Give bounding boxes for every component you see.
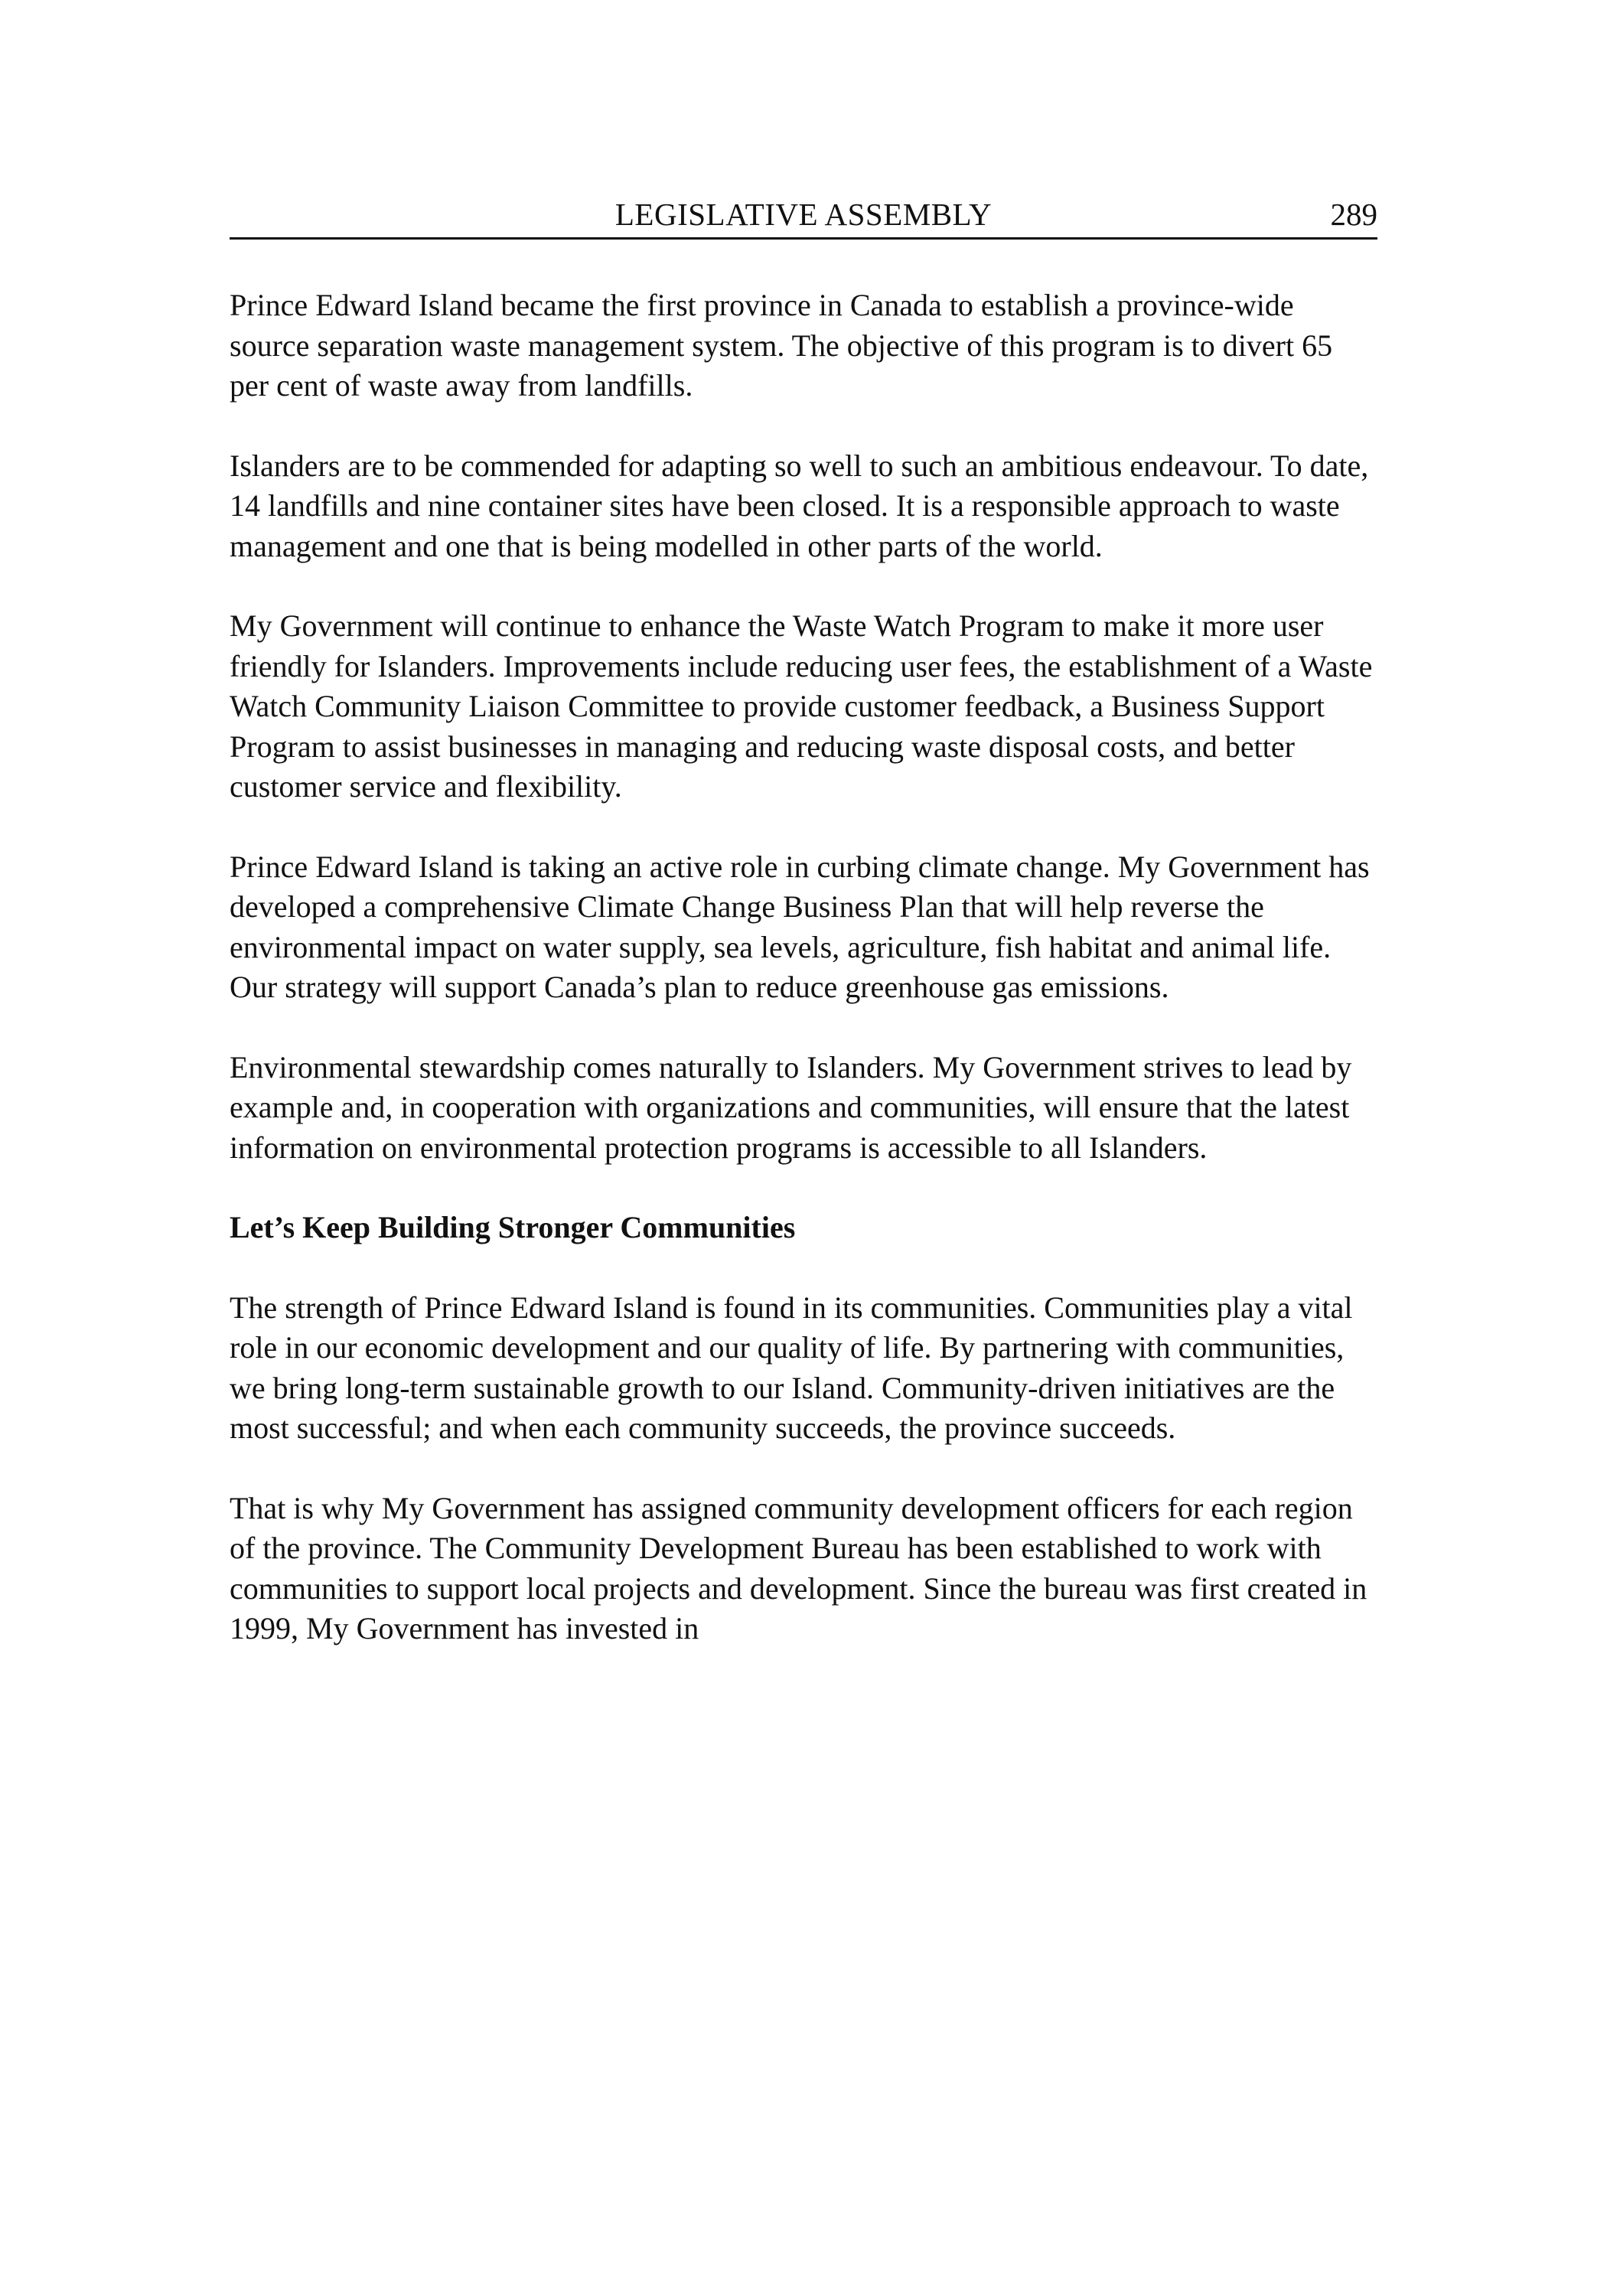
- paragraph-climate-change: Prince Edward Island is taking an active role in curbing climate change. My Government has developed a comprehensive Climate Change Business Plan that will help reverse the environmental impact on water supply, sea levels, agriculture, fish habitat and animal life. Our strategy will support Canada’s plan to reduce greenhouse gas emissions.: [230, 849, 1370, 1004]
- document-page: [230, 191, 1377, 1689]
- page-number: 289: [1330, 197, 1377, 232]
- paragraph-waste-system: Prince Edward Island became the first province in Canada to establish a province-wide source separation waste management system. The objective of this program is to divert 65 per cent of waste away from landfills.: [230, 288, 1333, 403]
- running-header: [230, 191, 1377, 240]
- paragraph-waste-watch: My Government will continue to enhance the Waste Watch Program to make it more user friendly for Islanders. Improvements include reducing user fees, the establishment of a Waste Watch Community Liaison Committee to provide customer feedback, a Business Support Program to assist businesses in managing and reducing waste disposal costs, and better customer service and flexibility.: [230, 608, 1373, 804]
- section-heading: Let’s Keep Building Stronger Communities: [230, 1210, 796, 1244]
- body-text: [230, 285, 1377, 1649]
- paragraph-environmental-stewardship: Environmental stewardship comes naturally to Islanders. My Government strives to lead by example and, in cooperation with organizations and communities, will ensure that the latest information on environmental protection programs is accessible to all Islanders.: [230, 1049, 1352, 1165]
- paragraph-islanders-commended: Islanders are to be commended for adapting so well to such an ambitious endeavour. To date, 14 landfills and nine container sites have been closed. It is a responsible approach to waste management and one that is being modelled in other parts of the world.: [230, 448, 1369, 563]
- header-title: LEGISLATIVE ASSEMBLY: [614, 197, 993, 232]
- paragraph-communities-strength: The strength of Prince Edward Island is found in its communities. Communities play a vital role in our economic development and our quality of life. By partnering with communities, we bring long-term sustainable growth to our Island. Community-driven initiatives are the most successful; and when each community succeeds, the province succeeds.: [230, 1290, 1353, 1445]
- paragraph-development-officers: That is why My Government has assigned community development officers for each region of the province. The Community Development Bureau has been established to work with communities to support local projects and development. Since the bureau was first created in 1999, My Government has invested in: [230, 1490, 1367, 1645]
